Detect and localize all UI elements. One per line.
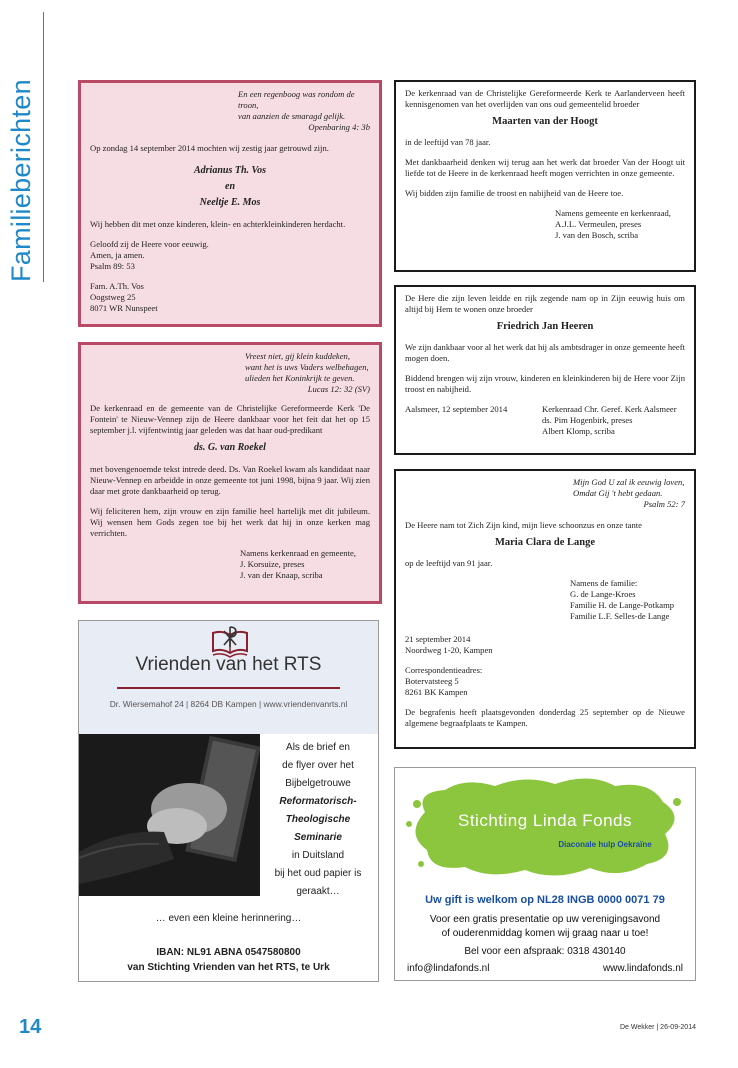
rts-iban: IBAN: NL91 ABNA 0547580800	[156, 947, 301, 958]
body-text: Wij hebben dit met onze kinderen, klein- en achterkleinkinderen herdacht.	[90, 219, 346, 229]
rts-title: Vrienden van het RTS	[135, 654, 322, 675]
quote-line: En een regenboog was rondom de troon,	[238, 89, 355, 110]
rts-stichting: van Stichting Vrienden van het RTS, te Urk	[127, 962, 330, 973]
age-text: in de leeftijd van 78 jaar.	[405, 137, 491, 147]
line: de flyer over het	[282, 760, 354, 771]
sign-line: Namens gemeente en kerkenraad,	[555, 208, 671, 218]
correspondence-address	[405, 665, 685, 698]
body-text: Wij feliciteren hem, zijn vrouw en zijn familie heel hartelijk met dit jubileum. Wij wensen hem Gods zegen toe bij het werk dat hij in onze kerken mag verrichten.	[90, 506, 370, 538]
body-text: Biddend brengen wij zijn vrouw, kinderen en kleinkinderen bij de Here voor Zijn troost en nabijheid.	[405, 373, 685, 394]
linda-phone: Bel voor een afspraak: 0318 430140	[464, 946, 626, 957]
line: Psalm 89: 53	[90, 261, 135, 271]
family-line: Familie L.F. Selles-de Lange	[570, 611, 670, 621]
line: Bijbelgetrouwe	[285, 778, 351, 789]
linda-title: Stichting Linda Fonds	[458, 811, 632, 830]
sign-line: ds. Pim Hogenbirk, preses	[542, 415, 633, 425]
line: Reformatorisch-	[279, 796, 357, 807]
family-line: Namens de familie:	[570, 578, 638, 588]
quote	[245, 351, 370, 384]
quote-ref: Lucas 12: 32 (SV)	[307, 384, 370, 394]
sign-line: J. van den Bosch, scriba	[555, 230, 639, 240]
quote-line: ulieden het Koninkrijk te geven.	[245, 373, 355, 383]
line: Als de brief en	[286, 742, 350, 753]
quote	[238, 89, 370, 122]
quote-line: want het is uws Vaders welbehagen,	[245, 362, 369, 372]
line: Correspondentieadres:	[405, 665, 483, 675]
sign-line: Namens kerkenraad en gemeente,	[240, 548, 356, 558]
line: Amen, ja amen.	[90, 250, 145, 260]
name: Neeltje E. Mos	[199, 197, 261, 208]
deceased-name: Friedrich Jan Heeren	[496, 321, 594, 332]
family-line: G. de Lange-Kroes	[570, 589, 636, 599]
quote-ref: Psalm 52: 7	[643, 499, 685, 509]
family-line: Familie H. de Lange-Potkamp	[570, 600, 675, 610]
quote-ref: Openbaring 4: 3b	[308, 122, 370, 132]
sign-line: J. Korsuize, preses	[240, 559, 305, 569]
rts-address: Dr. Wiersemahof 24 | 8264 DB Kampen | www.vriendenvanrts.nl	[109, 699, 348, 709]
couple-names	[90, 163, 370, 211]
quote	[573, 477, 685, 499]
sign-line: Albert Klomp, scriba	[542, 426, 615, 436]
address-line: Oogstweg 25	[90, 292, 136, 302]
deceased-name: Maria Clara de Lange	[494, 537, 596, 548]
body-text: De kerkenraad van de Christelijke Gereformeerde Kerk te Aarlanderveen heeft kennisgenomen van het overlijden van ons oud gemeentelid broeder	[405, 88, 685, 109]
quote-line: Mijn God U zal ik eeuwig loven,	[573, 477, 685, 487]
line: Seminarie	[294, 832, 342, 843]
name: Adrianus Th. Vos	[194, 165, 266, 176]
line: geraakt…	[296, 886, 340, 897]
address-line: 8071 WR Nunspeet	[90, 303, 158, 313]
address	[90, 281, 370, 314]
rts-advertisement	[78, 620, 379, 982]
body-text: De Here die zijn leven leidde en rijk zegende nam op in Zijn eeuwig huis om altijd bij Hem te wonen onze broeder	[405, 293, 685, 314]
intro-text: Op zondag 14 september 2014 mochten wij zestig jaar getrouwd zijn.	[90, 143, 329, 153]
sign-line: Kerkenraad Chr. Geref. Kerk Aalsmeer	[542, 404, 677, 414]
body-text: Met dankbaarheid denken wij terug aan het werk dat broeder Van der Hoogt uit liefde tot de Heere in de kerkenraad heeft mogen verrichten in onze gemeente.	[405, 157, 685, 178]
line: 8261 BK Kampen	[405, 687, 468, 697]
rts-message	[260, 739, 376, 901]
linda-line1: Voor een gratis presentatie op uw verenigingsavond	[429, 914, 661, 925]
body-text: Wij bidden zijn familie de troost en nabijheid van de Heere toe.	[405, 188, 624, 198]
line: Geloofd zij de Heere voor eeuwig.	[90, 239, 209, 249]
rts-divider	[117, 687, 340, 689]
body-text: De kerkenraad en de gemeente van de Christelijke Gereformeerde Kerk 'De Fontein' te Nieuw-Vennep zijn de Heere dankbaar voor het feit dat het op 15 september j.l. vijfentwintig jaar geleden was dat haar oud-predikant	[90, 403, 370, 435]
line: Theologische	[285, 814, 351, 825]
obituary-van-der-hoogt	[394, 80, 696, 272]
line: in Duitsland	[291, 850, 345, 861]
linda-subtitle: Diaconale hulp Oekraïne	[558, 840, 652, 849]
signature	[555, 208, 685, 241]
footer-info: De Wekker | 26-09-2014	[619, 1024, 696, 1031]
linda-email[interactable]: info@lindafonds.nl	[407, 963, 490, 974]
place-date: Aalsmeer, 12 september 2014	[405, 404, 508, 414]
place-date	[405, 634, 685, 656]
name-conjunction: en	[225, 181, 235, 192]
line: Noordweg 1-20, Kampen	[405, 645, 493, 655]
quote-line: Omdat Gij 't hebt gedaan.	[573, 488, 663, 498]
age-text: op de leeftijd van 91 jaar.	[405, 558, 493, 568]
body-text: De begrafenis heeft plaatsgevonden donderdag 25 september op de Nieuwe algemene begraafplaats te Kampen.	[405, 707, 685, 728]
psalm-text	[90, 239, 370, 272]
body-text: met bovengenoemde tekst intrede deed. Ds. Van Roekel kwam als kandidaat naar Nieuw-Vennep en arbeidde in onze gemeente tot juni 1998, bijna 9 jaar. Wij zien daar met grote dankbaarheid op terug.	[90, 464, 370, 496]
deceased-name: Maarten van der Hoogt	[492, 116, 598, 127]
jubilee-notice	[78, 342, 382, 604]
rts-reminder: … even een kleine herinnering…	[155, 913, 302, 924]
linda-fonds-advertisement	[394, 767, 696, 981]
hands-holding-bible-image	[79, 734, 260, 896]
sign-line: J. van der Knaap, scriba	[240, 570, 323, 580]
rts-header	[79, 621, 378, 734]
anniversary-notice	[78, 80, 382, 327]
page-number: 14	[19, 1016, 42, 1038]
closing	[405, 404, 685, 440]
obituary-heeren	[394, 285, 696, 455]
honoree-name: ds. G. van Roekel	[194, 442, 266, 453]
sign-line: A.J.L. Vermeulen, preses	[555, 219, 642, 229]
signature	[240, 548, 370, 581]
linda-website[interactable]: www.lindafonds.nl	[602, 963, 683, 974]
body-text: We zijn dankbaar voor al het werk dat hij als ambtsdrager in onze gemeente heeft mogen doen.	[405, 342, 685, 363]
body-text: De Heere nam tot Zich Zijn kind, mijn lieve schoonzus en onze tante	[405, 520, 642, 530]
quote-line: van aanzien de smaragd gelijk.	[238, 111, 346, 121]
obituary-de-lange	[394, 469, 696, 749]
family	[570, 578, 685, 622]
line: bij het oud papier is	[274, 868, 362, 879]
linda-gift: Uw gift is welkom op NL28 INGB 0000 0071 79	[425, 894, 665, 906]
bible-photo	[79, 734, 260, 896]
quote-line: Vreest niet, gij klein kuddeken,	[245, 351, 350, 361]
line: Botervatsteeg 5	[405, 676, 459, 686]
signature	[542, 404, 677, 437]
section-divider	[43, 12, 44, 282]
address-line: Fam. A.Th. Vos	[90, 281, 144, 291]
line: 21 september 2014	[405, 634, 471, 644]
linda-line2: of ouderenmiddag komen wij graag naar u toe!	[441, 928, 649, 939]
section-title: Familieberichten	[6, 79, 36, 282]
